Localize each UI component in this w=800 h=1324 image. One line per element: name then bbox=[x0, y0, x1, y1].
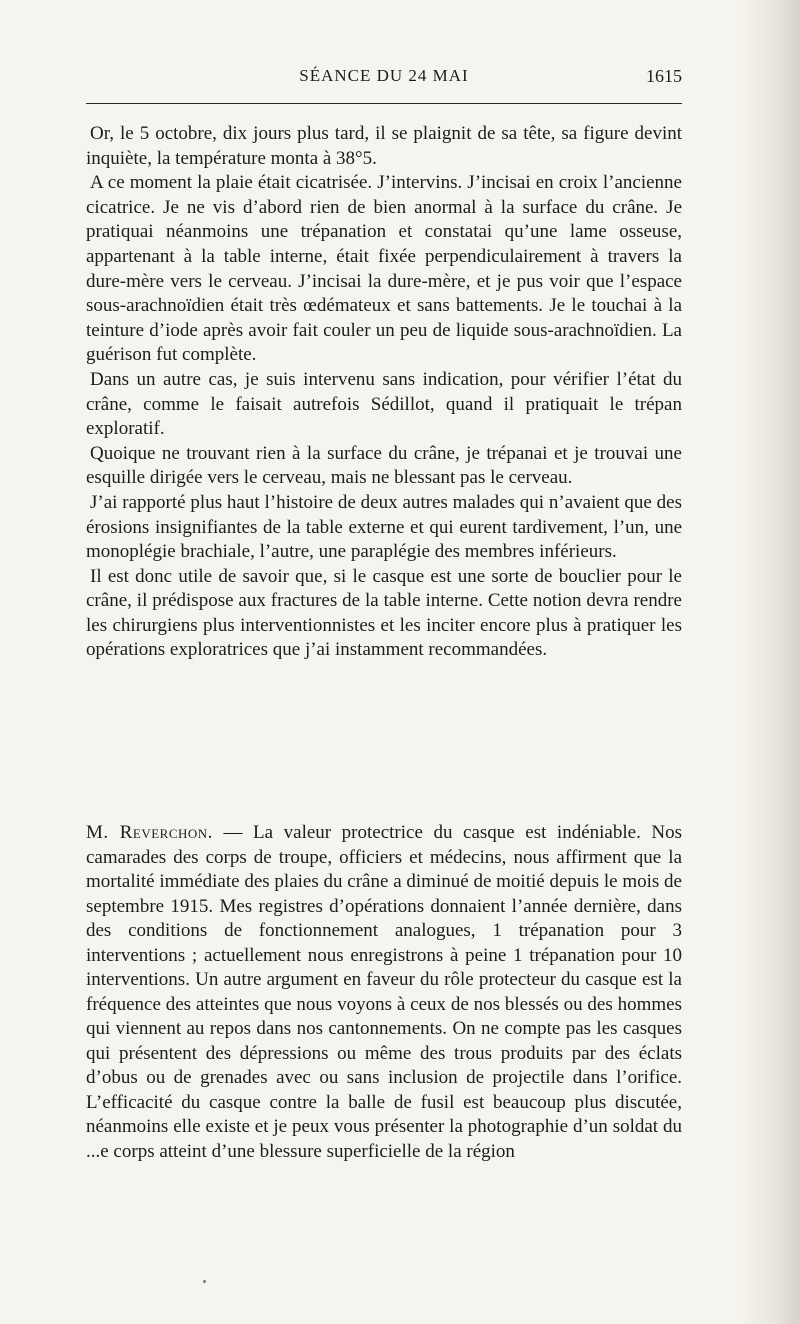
discussion-section bbox=[86, 821, 682, 1164]
body-text bbox=[86, 122, 682, 663]
paragraph-4: Quoique ne trouvant rien à la surface du crâne, je trépanai et je trouvai une esquille dirigée vers le cerveau, mais ne blessant pas le cerveau. bbox=[86, 442, 682, 489]
speaker-dash: — bbox=[212, 822, 254, 843]
discussion-text: La valeur protectrice du casque est indéniable. Nos camarades des corps de troupe, officiers et médecins, nous affirment que la mortalité immédiate des plaies du crâne a diminué de moitié depuis le mois de septembre 1915. Mes registres d’opérations donnaient l’année dernière, dans des conditions de fonctionnement analogues, 1 trépanation pour 3 interventions ; actuellement nous enregistrons à peine 1 trépanation pour 10 interventions. Un autre argument en faveur du rôle protecteur du casque est la fréquence des atteintes que nous voyons à ceux de nos blessés ou des hommes qui viennent au repos dans nos cantonnements. On ne compte pas les casques qui présentent des dépressions ou même des trous produits par des éclats d’obus ou de grenades avec ou sans inclusion de projectile dans l’orifice. L’efficacité du casque contre la balle de fusil est beaucoup plus discutée, néanmoins elle existe et je peux vous présenter la photographie d’un soldat du ...e corps atteint d’une blessure superficielle de la région bbox=[86, 822, 682, 1162]
paragraph-5: J’ai rapporté plus haut l’histoire de deux autres malades qui n’avaient que des érosions insignifiantes de la table externe et qui eurent tardivement, l’un, une monoplégie brachiale, l’autre, une paraplégie des membres inférieurs. bbox=[86, 491, 682, 563]
running-title: SÉANCE DU 24 MAI bbox=[299, 66, 469, 85]
paragraph-1: Or, le 5 octobre, dix jours plus tard, il se plaignit de sa tête, sa figure devint inquiète, la température monta à 38°5. bbox=[86, 123, 682, 169]
paragraph-3: Dans un autre cas, je suis intervenu sans indication, pour vérifier l’état du crâne, comme le faisait autrefois Sédillot, quand il pratiquait le trépan exploratif. bbox=[86, 368, 682, 440]
page-edge-shadow bbox=[740, 0, 800, 1324]
paragraph-6: Il est donc utile de savoir que, si le casque est une sorte de bouclier pour le crâne, il prédispose aux fractures de la table interne. Cette notion devra rendre les chirurgiens plus interventionnistes et les inciter encore plus à pratiquer les opérations exploratrices que j’ai instamment recommandées. bbox=[86, 565, 682, 661]
paragraph-2: A ce moment la plaie était cicatrisée. J’intervins. J’incisai en croix l’ancienne cicatrice. Je ne vis d’abord rien de bien anormal à la surface du crâne. Je pratiquai néanmoins une trépanation et constatai qu’une lame osseuse, appartenant à la table interne, était fixée perpendiculairement à travers la dure-mère vers le cerveau. J’incisai la dure-mère, et je pus voir que l’espace sous-arachnoïdien était très œdémateux et sans battements. Je le touchai à la teinture d’iode après avoir fait couler un peu de liquide sous-arachnoïdien. La guérison fut complète. bbox=[86, 172, 682, 366]
page-number: 1615 bbox=[646, 66, 682, 86]
paper-speck bbox=[203, 1280, 206, 1283]
page-header bbox=[86, 62, 682, 92]
speaker-name: M. Reverchon. bbox=[86, 822, 213, 843]
discussion-paragraph bbox=[86, 821, 682, 1164]
header-rule bbox=[86, 103, 682, 104]
